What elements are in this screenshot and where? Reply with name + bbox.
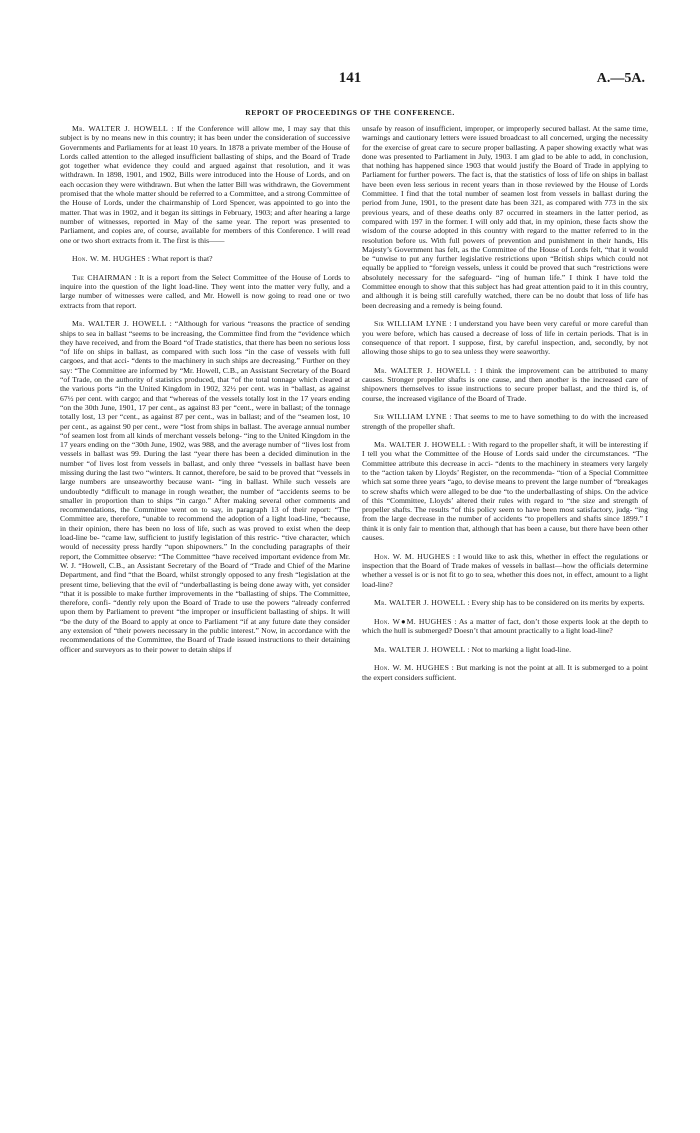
running-head: REPORT OF PROCEEDINGS OF THE CONFERENCE.: [245, 108, 455, 117]
speaker-name: Hon. W. M. HUGHES: [72, 254, 146, 264]
speech-text: : I would like to ask this, whether in effect the regulations or inspection that the Board of Trade makes of vessels in ballast—how the officials determine whether a vessel is or is not fit to go to sea, whether this does not, in effect, amount to a light load-line?: [362, 551, 649, 589]
page-number: 141: [338, 70, 362, 86]
speaker-name: Hon. W●M. HUGHES: [374, 616, 452, 626]
speech-text: : That seems to me to have something to do with the increased strength of the propeller shaft.: [362, 412, 648, 431]
speaker-name: Mr. WALTER J. HOWELL: [374, 365, 471, 375]
paper-reference: A.—5A.: [596, 71, 645, 86]
speech-text: : With regard to the propeller shaft, it will be interesting if I tell you what the Committee of the House of Lords said under the circumstances. “The Committee attribute this decrease in acci- “dents to the machinery in steamers very largely to the “action taken by Lloyds’ Register, on the recommenda- “tion of a Special Committee which sat some three years “ago, to devise means to prevent the large number of “breakages to screw shafts which were alleged to be due “to the underballasting of ships. On the advice of this “Committee, Lloyds’ altered their rules with regard to “the size and strength of propeller shafts. The results “of this policy seem to have been most satisfactory, judg- “ing from the large decrease in the number of accidents “to propellers and shafts since 1899.” I think it is only fair to mention that, although that has been a cause, but there have been other causes.: [362, 440, 649, 543]
speech-text: : What report is that?: [147, 254, 213, 264]
speech-text: : But marking is not the point at all. It is submerged to a point the expert considers sufficient.: [362, 663, 649, 682]
speaker-name: Sir WILLIAM LYNE: [374, 412, 447, 422]
speech-paragraph: [60, 124, 350, 245]
speech-paragraph: [362, 598, 648, 607]
speech-paragraph: [362, 412, 648, 431]
speech-text: : I think the improvement can be attributed to many causes. Stronger propeller shafts is one cause, and then another is the increased care of shipowners themselves to issue instructions to secure proper ballast, and the third is, of course, the increased vigilance of the Board of Trade.: [362, 365, 649, 403]
speech-paragraph: [362, 645, 648, 654]
speech-text: : Every ship has to be considered on its merits by experts.: [467, 598, 645, 608]
speech-paragraph: [60, 254, 350, 263]
speaker-name: Hon. W. M. HUGHES: [374, 663, 450, 673]
speech-text: : Not to marking a light load-line.: [467, 644, 572, 654]
speech-text: : “Although for various “reasons the practice of sending ships to sea in ballast “seems to be increasing, the Committee find from the “evidence which they have received, and from the Board “of Trade statistics, that there has been no serious loss “of life on ships in ballast, as compared with such loss “in the case of vessels with full cargoes, and that acci- “dents to the machinery in such ships are decreasing.” Further on they say: “The Committee are informed by “Mr. Howell, C.B., an Assistant Secretary of the Board “of Trade, on the authority of statistics produced, that “of the total tonnage which cleared at the various ports “in the United Kingdom in 1902, 32½ per cent. was in “ballast, as against 67½ per cent. with cargo; and that “whereas of the vessels totally lost in the 17 years ending “on the 30th June, 1901, 17 per cent., as against 83 per “cent., were in ballast; of the tonnage totally lost, 13 per “cent., as against 87 per cent., was in ballast; and of the “seamen lost, 10 per cent., as against 90 per cent., were “lost from ships in ballast. The average annual number “of seamen lost from all kinds of merchant vessels belong- “ing to the United Kingdom in the 17 years ending on the “30th June, 1902, was 988, and the average number of “lives lost from vessels in ballast was 99. During the last “year there has been a decided diminution in the number “of lives lost from vessels in ballast, and only three “vessels in ballast have been missing during the last two “winters. It cannot, therefore, be said to be proved that “vessels in large numbers are unseaworthy because want- “ing in ballast. While such vessels are undoubtedly “difficult to manage in rough weather, the number of “accidents seems to be smaller in proportion than to ships “in cargo.” After making several other comments and recommendations, the Committee went on to say, in paragraph 13 of their report: “The Committee are, therefore, “unable to recommend the adoption of a light load-line, “because, in their opinion, there has been no loss of life, such as was proved to exist when the deep load-line be- “came law, sufficient to justify legislation of this restric- “tive character, which would of necessity press hardly “upon shipowners.” In the concluding paragraphs of their report, the Committee observe: “The Committee “have received important evidence from Mr. W. J. “Howell, C.B., an Assistant Secretary of the Board of “Trade and Chief of the Marine Department, and find “that the Board, whilst strongly opposed to any fresh “legislation at the present time, believing that the evil of “underballasting is being done away with, yet consider “that it is possible to make further improvements in the “ballasting of ships. The Committee, therefore, confi- “dently rely upon the Board of Trade to use the powers “already conferred upon them by Parliament to prevent “the improper or insufficient ballasting of ships. It will “be the duty of the Board to apply at once to Parliament “if at any future date they consider any extension of “their powers necessary in the public interest.” Now, in accordance with the recommendations of the Committee, the Board of Trade issued instructions to their detaining officer and surveyors as to their power to detain ships if: [60, 319, 351, 654]
speech-paragraph: [362, 440, 648, 542]
speech-text: : As a matter of fact, don’t those experts look at the depth to which the hull is submerged? Doesn’t that amount practically to a light load-line?: [362, 616, 649, 636]
speech-text: : It is a report from the Select Committee of the House of Lords to inquire into the question of the light load-line. They went into the matter very fully, and a large number of witnesses were called, and Mr. Howell is now going to read one or two extracts from that report.: [60, 272, 350, 310]
speech-paragraph: [362, 366, 648, 403]
speaker-name: Mr. WALTER J. HOWELL: [374, 440, 466, 450]
right-column: [362, 124, 648, 682]
speech-paragraph: [362, 319, 648, 356]
speaker-name: Mr. WALTER J. HOWELL: [374, 598, 466, 608]
speaker-name: Sir WILLIAM LYNE: [374, 319, 447, 329]
speech-paragraph: [362, 663, 648, 682]
speech-paragraph: [362, 124, 648, 310]
left-column: [60, 124, 350, 654]
speech-text: : I understand you have been very careful or more careful than you were before, which has caused a decrease of loss of life in certain periods. That is in consequence of that report. I suppose, first, by careful inspection, and, secondly, by not allowing those ships to go to sea unless they were seaworthy.: [362, 319, 648, 357]
speech-paragraph: [362, 552, 648, 589]
speech-paragraph: [362, 617, 648, 636]
speaker-name: Mr. WALTER J. HOWELL: [72, 319, 167, 329]
speech-paragraph: [60, 273, 350, 310]
speaker-name: Mr. WALTER J. HOWELL: [374, 644, 466, 654]
speaker-name: The CHAIRMAN: [72, 272, 132, 282]
speech-text: unsafe by reason of insufficient, improper, or improperly secured ballast. At the same time, warnings and cautionary letters were issued broadcast to all concerned, urging the necessity for the exercise of great care to secure proper ballasting. A paper showing exactly what was done was presented to Parliament in July, 1903. I am glad to be able to add, in conclusion, that nothing has happened since 1903 that would justify the Board of Trade in applying to Parliament for further powers. The fact is, that the statistics of loss of life on ships in ballast have been even less serious in recent years than in those reviewed by the House of Lords Committee. I find that the total number of seamen lost from vessels in ballast during the period from June, 1901, to the present date has been 321, as compared with 773 in the six previous years, and of these deaths only 87 occurred in steamers in the latter period, as compared with 197 in the former. I will only add that, in my opinion, these facts show the wisdom of the course adopted in this country with regard to the matter referred to in the resolution before us. With full powers of prevention and punishment in their hands, His Majesty’s Government has felt, as the Committee of the House of Lords felt, “that it would be “unwise to put any further legislative restrictions upon “British ships which could not equally be applied to “foreign vessels, unless it could be proved that such “restrictions were absolutely necessary for the safeguard- “ing of human life.” I think I have told the Committee enough to show that this subject has had great attention paid to it in this country, and although it is being still carefully watched, there can be no doubt that loss of life has been decreasing and a remedy is being found.: [362, 124, 648, 310]
speaker-name: Mr. WALTER J. HOWELL: [72, 124, 168, 133]
speech-text: : If the Conference will allow me, I may say that this subject is by no means new in this country; it has been under the consideration of successive Governments and Parliaments for at least 10 years. In 1878 a private member of the House of Lords called attention to the alleged insufficient ballasting of ships, and the Board of Trade got together what evidence they could and argued against that resolution, and it was withdrawn. In 1898, 1901, and 1902, Bills were introduced into the House of Lords, and on each occasion they were withdrawn. But when the latter Bill was withdrawn, the Government promised that the whole matter should be referred to a Committee, and a strong Committee of the House of Lords, under the chairmanship of Lord Spencer, was appointed to go into the matter. That was in 1902, and it began its sittings in February, 1903; and after hearing a large number of witnesses, reported in May of the same year. The report was presented to Parliament, and copies are, of course, available for members of this Conference. I will read one or two short extracts from it. The first is this——: [60, 124, 351, 245]
speech-paragraph: [60, 319, 350, 654]
speaker-name: Hon. W. M. HUGHES: [374, 551, 451, 561]
